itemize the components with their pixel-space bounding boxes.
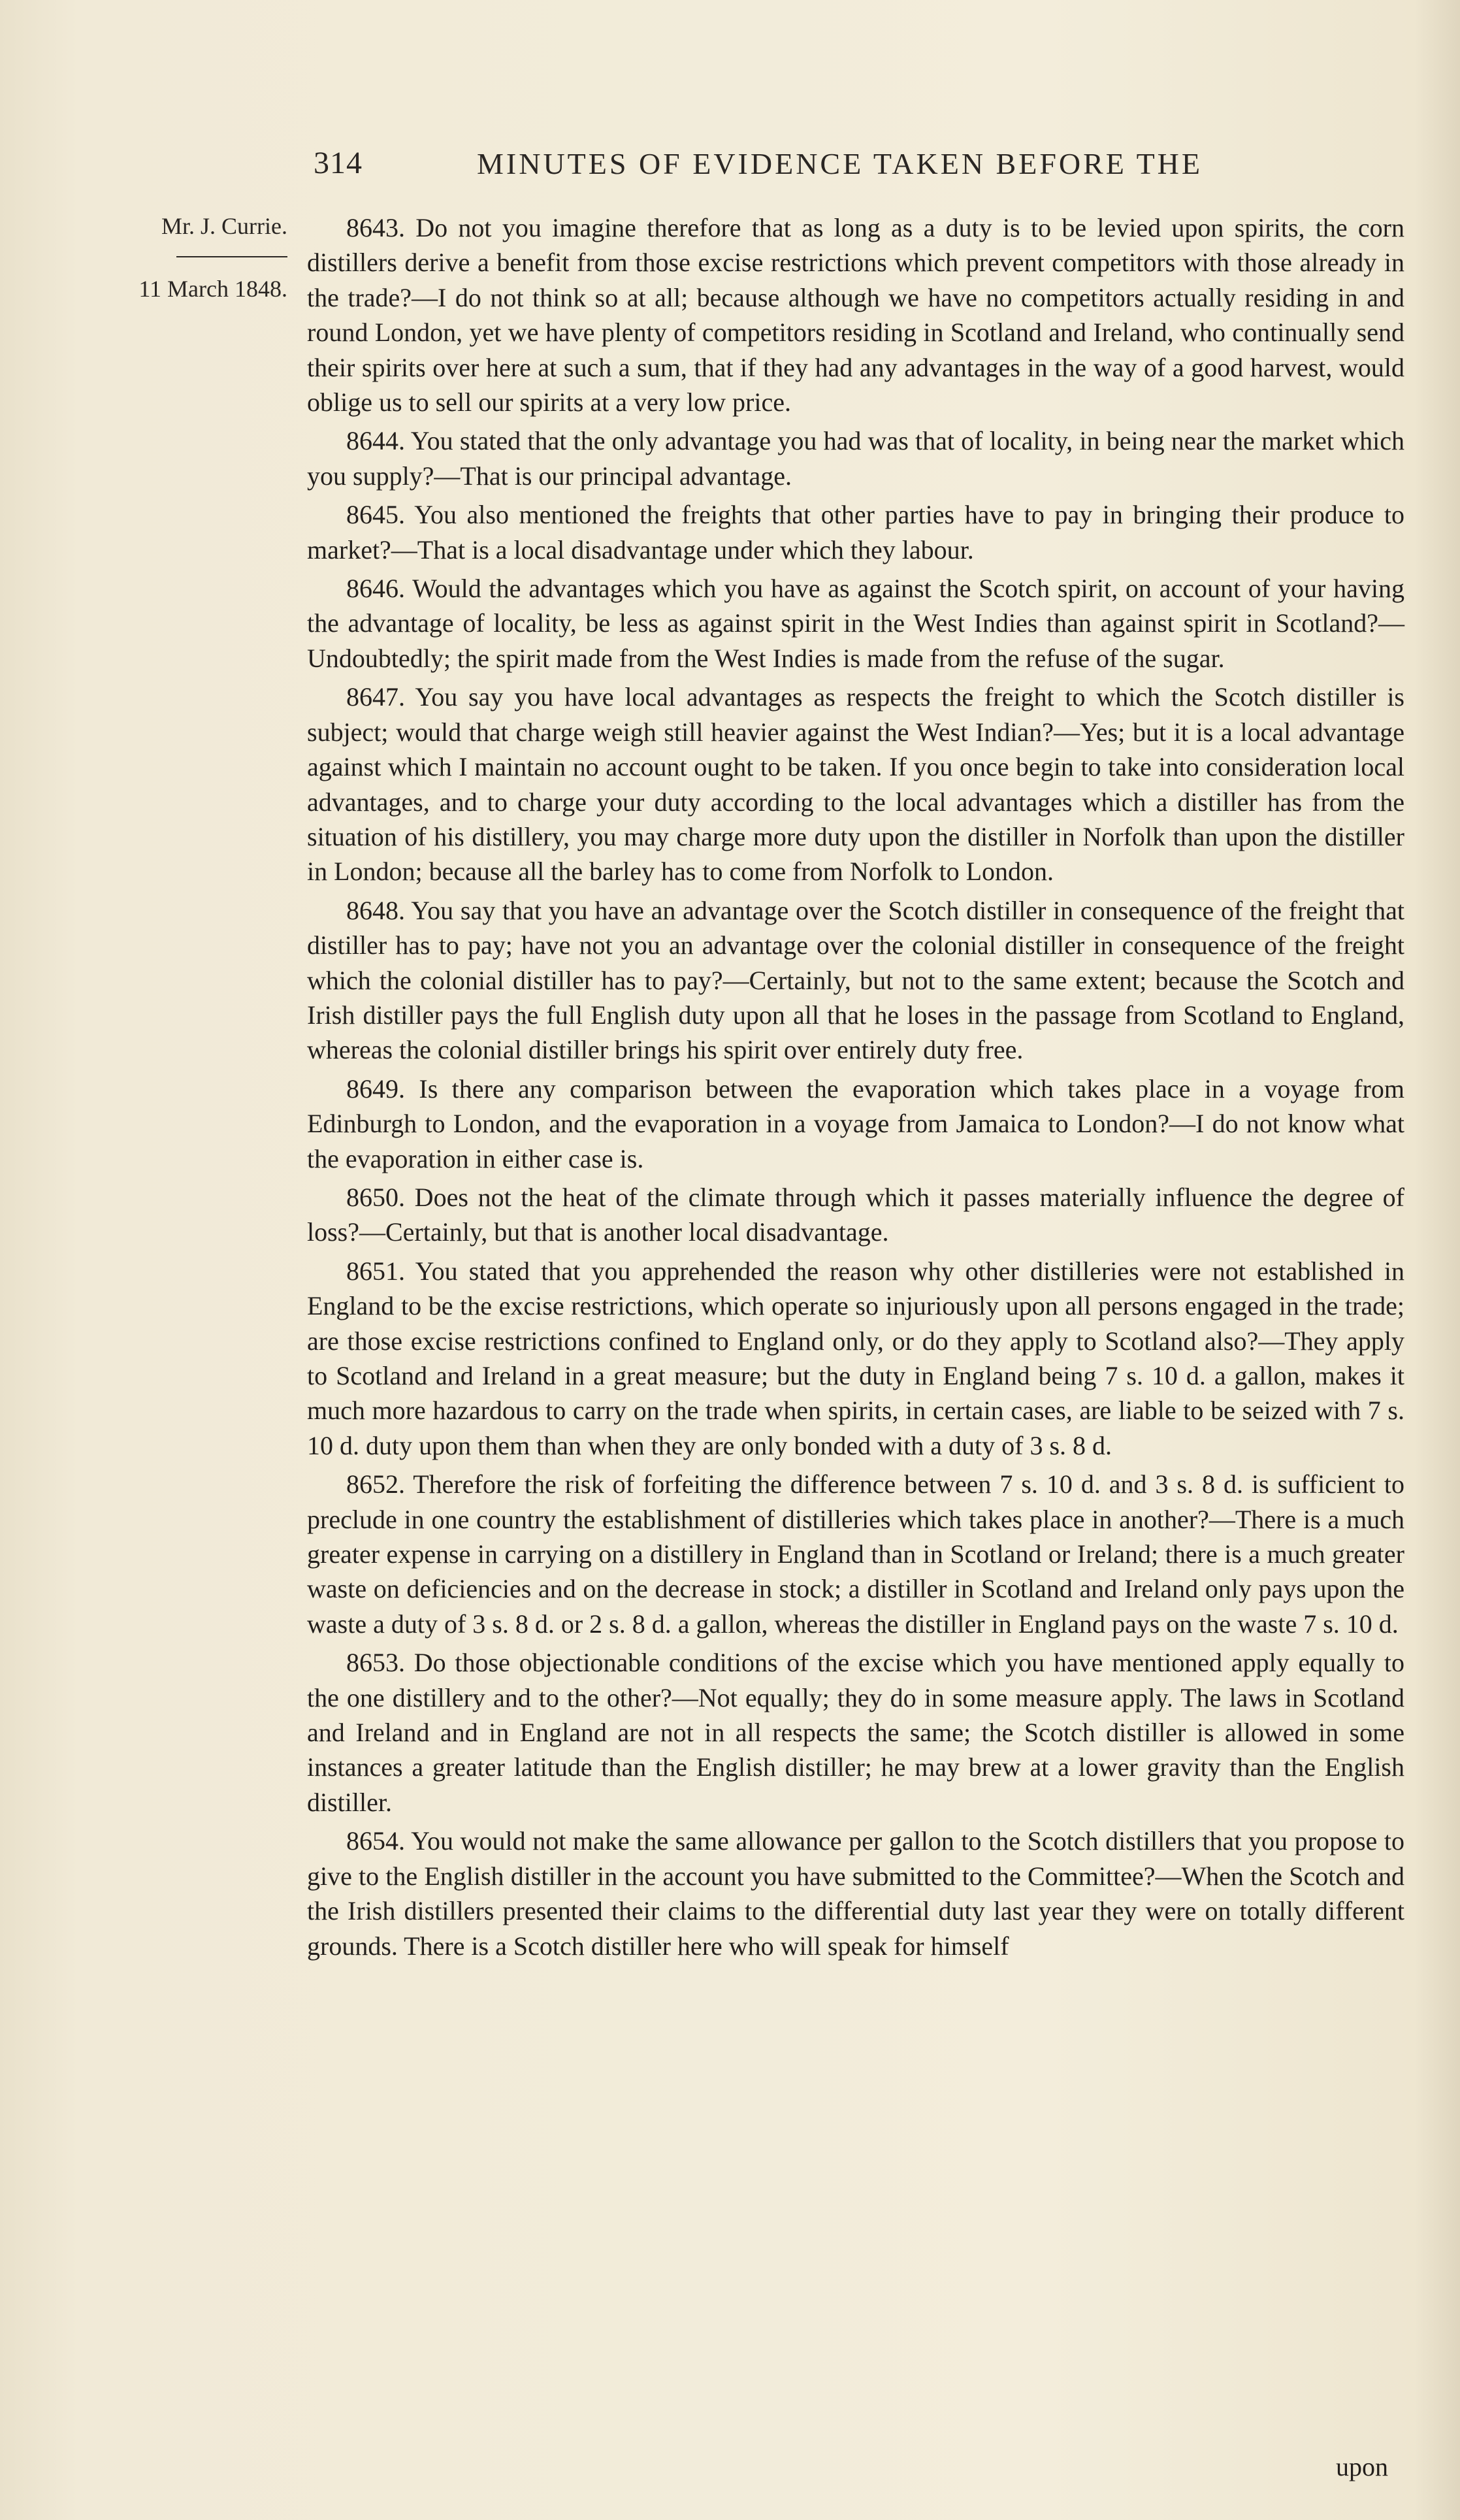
question-8648: 8648. You say that you have an advantage over the Scotch distiller in consequence of the freight that distiller has to pay; have not you an advantage over the colonial distiller in consequence of the freight which the colonial distiller has to pay?—Certainly, but not to the same extent; because the Scotch and Irish distiller pays the full English duty upon all that he loses in the passage from Scotland to England, whereas the colonial distiller brings his spirit over entirely duty free. (307, 895, 1404, 1065)
question-8653: 8653. Do those objectionable conditions of the excise which you have mentioned apply equally to the one distillery and to the other?—Not equally; they do in some measure apply. The laws in Scotland and Ireland and in England are not in all respects the same; the Scotch distiller is allowed in some instances a greater latitude than the English distiller; he may brew at a lower gravity than the English distiller. (307, 1648, 1404, 1817)
question-8645: 8645. You also mentioned the freights that other parties have to pay in bringing their produce to market?—That is a local disadvantage under which they labour. (307, 500, 1404, 565)
running-head: MINUTES OF EVIDENCE TAKEN BEFORE THE (477, 147, 1203, 180)
page-edge-shadow (1414, 0, 1460, 2520)
page-number: 314 (314, 146, 363, 180)
question-8644: 8644. You stated that the only advantage you had was that of locality, in being near the market which you supply?—That is our principal advantage. (307, 426, 1404, 491)
question-8646: 8646. Would the advantages which you have as against the Scotch spirit, on account of your having the advantage of locality, be less as against spirit in the West Indies than against spirit in Scotland?—Undoubtedly; the spirit made from the West Indies is made from the refuse of the sugar. (307, 574, 1404, 673)
question-8649: 8649. Is there any comparison between the evaporation which takes place in a voyage from Edinburgh to London, and the evaporation in a voyage from Jamaica to London?—I do not know what the evaporation in either case is. (307, 1073, 1404, 1173)
margin-note (78, 209, 294, 306)
page-header (300, 145, 1411, 191)
evidence-body (307, 210, 1404, 1967)
evidence-date: 11 March 1848. (138, 276, 287, 302)
question-8651: 8651. You stated that you apprehended the reason why other distilleries were not established in England to be the excise restrictions, which operate so injuriously upon all persons engaged in the trade; are those excise restrictions confined to England only, or do they apply to Scotland also?—They apply to Scotland and Ireland in a great measure; but the duty in England being 7 s. 10 d. a gallon, makes it much more hazardous to carry on the trade when spirits, in certain cases, are liable to be seized with 7 s. 10 d. duty upon them than when they are only bonded with a duty of 3 s. 8 d. (307, 1256, 1404, 1460)
question-8643: 8643. Do not you imagine therefore that as long as a duty is to be levied upon spirits, the corn distillers derive a benefit from those excise restrictions which prevent competitors with those already in the trade?—I do not think so at all; because although we have no competitors actually residing in and round London, yet we have plenty of competitors residing in Scotland and Ireland, who continually send their spirits over here at such a sum, that if they had any advantages in the way of a good harvest, would oblige us to sell our spirits at a very low price. (307, 213, 1404, 417)
witness-name: Mr. J. Currie. (161, 213, 287, 239)
question-8647: 8647. You say you have local advantages as respects the freight to which the Scotch distiller is subject; would that charge weigh still heavier against the West Indian?—Yes; but it is a local advantage against which I maintain no account ought to be taken. If you once begin to take into consideration local advantages, and to charge your duty according to the local advantages which a distiller has from the situation of his distillery, you may charge more duty upon the distiller in Norfolk than upon the distiller in London; because all the barley has to come from Norfolk to London. (307, 682, 1404, 887)
margin-rule (176, 256, 287, 257)
question-8654: 8654. You would not make the same allowance per gallon to the Scotch distillers that you propose to give to the English distiller in the account you have submitted to the Committee?—When the Scotch and the Irish distillers presented their claims to the differential duty last year they were on totally different grounds. There is a Scotch distiller here who will speak for himself (307, 1826, 1404, 1961)
question-8650: 8650. Does not the heat of the climate through which it passes materially influence the degree of loss?—Certainly, but that is another local disadvantage. (307, 1182, 1404, 1247)
question-8652: 8652. Therefore the risk of forfeiting the difference between 7 s. 10 d. and 3 s. 8 d. is sufficient to preclude in one country the establishment of distilleries which takes place in another?—There is a much greater expense in carrying on a distillery in England than in Scotland or Ireland; there is a much greater waste on deficiencies and on the decrease in stock; a distiller in Scotland and Ireland only pays upon the waste a duty of 3 s. 8 d. or 2 s. 8 d. a gallon, whereas the distiller in England pays on the waste 7 s. 10 d. (307, 1469, 1404, 1639)
catchword: upon (1336, 2452, 1388, 2481)
